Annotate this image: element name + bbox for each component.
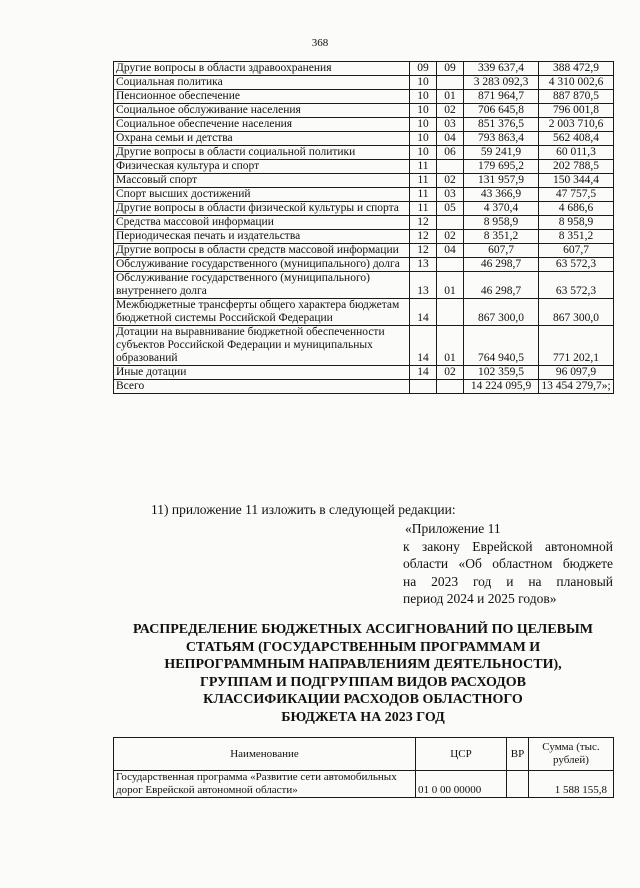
row-subsection: 01 xyxy=(437,90,464,104)
row-value-2023: 59 241,9 xyxy=(464,146,539,160)
row-section: 10 xyxy=(410,132,437,146)
table-row xyxy=(114,272,614,299)
row-name: Обслуживание государственного (муниципального) внутреннего долга xyxy=(114,272,410,299)
row-section: 12 xyxy=(410,216,437,230)
row-name: Пенсионное обеспечение xyxy=(114,90,410,104)
row-section: 13 xyxy=(410,272,437,299)
table-row xyxy=(114,146,614,160)
row-value-2024: 63 572,3 xyxy=(539,258,614,272)
row-value-2023: 8 351,2 xyxy=(464,230,539,244)
table-row xyxy=(114,326,614,366)
table-row xyxy=(114,244,614,258)
amendment-text: 11) приложение 11 изложить в следующей редакции: xyxy=(151,502,456,517)
row-subsection: 03 xyxy=(437,118,464,132)
expenditure-table xyxy=(113,61,614,394)
heading-line: БЮДЖЕТА НА 2023 ГОД xyxy=(281,709,445,725)
row-value-2023: 793 863,4 xyxy=(464,132,539,146)
heading-line: СТАТЬЯМ (ГОСУДАРСТВЕННЫМ ПРОГРАММАМ И xyxy=(185,639,541,655)
allocation-table xyxy=(113,737,614,798)
row-name: Межбюджетные трансферты общего характера бюджетам бюджетной системы Российской Федерации xyxy=(114,299,410,326)
table-row xyxy=(114,132,614,146)
row-value-2023: 131 957,9 xyxy=(464,174,539,188)
table-row xyxy=(114,174,614,188)
row-value-2023: 4 370,4 xyxy=(464,202,539,216)
row-name: Спорт высших достижений xyxy=(114,188,410,202)
table-row xyxy=(114,771,614,798)
row-section: 10 xyxy=(410,90,437,104)
row-value-2024: 867 300,0 xyxy=(539,299,614,326)
row-name: Обслуживание государственного (муниципального) долга xyxy=(114,258,410,272)
row-value-2023: 871 964,7 xyxy=(464,90,539,104)
row-subsection: 05 xyxy=(437,202,464,216)
row-value-2023: 3 283 092,3 xyxy=(464,76,539,90)
row-value-2024: 796 001,8 xyxy=(539,104,614,118)
row-name: Массовый спорт xyxy=(114,174,410,188)
row-value-2024: 202 788,5 xyxy=(539,160,614,174)
row-value-2024: 47 757,5 xyxy=(539,188,614,202)
row-name: Средства массовой информации xyxy=(114,216,410,230)
table-row xyxy=(114,90,614,104)
row-value-2023: 46 298,7 xyxy=(464,272,539,299)
row-name: Государственная программа «Развитие сети автомобильных дорог Еврейской автономной области» xyxy=(114,771,416,798)
row-section: 10 xyxy=(410,146,437,160)
row-subsection: 01 xyxy=(437,272,464,299)
row-subsection: 03 xyxy=(437,188,464,202)
table-row xyxy=(114,299,614,326)
row-value-2024: 2 003 710,6 xyxy=(539,118,614,132)
row-section: 14 xyxy=(410,326,437,366)
row-subsection: 02 xyxy=(437,230,464,244)
row-name: Другие вопросы в области социальной политики xyxy=(114,146,410,160)
row-section: 12 xyxy=(410,230,437,244)
row-section: 11 xyxy=(410,188,437,202)
row-name: Иные дотации xyxy=(114,366,410,380)
row-section: 10 xyxy=(410,118,437,132)
header-sum: Сумма (тыс. рублей) xyxy=(529,738,614,771)
row-name: Социальное обеспечение населения xyxy=(114,118,410,132)
row-name: Другие вопросы в области физической культуры и спорта xyxy=(114,202,410,216)
row-subsection: 04 xyxy=(437,244,464,258)
table-row xyxy=(114,258,614,272)
row-value-2023: 339 637,4 xyxy=(464,62,539,76)
row-name: Всего xyxy=(114,380,410,394)
row-section: 11 xyxy=(410,160,437,174)
row-value-2024: 60 011,3 xyxy=(539,146,614,160)
row-value-2024: 96 097,9 xyxy=(539,366,614,380)
header-name: Наименование xyxy=(114,738,416,771)
row-value-2023: 764 940,5 xyxy=(464,326,539,366)
annex-reference xyxy=(403,520,613,608)
row-subsection xyxy=(437,380,464,394)
row-value-2023: 179 695,2 xyxy=(464,160,539,174)
row-value-2023: 607,7 xyxy=(464,244,539,258)
row-subsection: 06 xyxy=(437,146,464,160)
table-row xyxy=(114,230,614,244)
row-value-2024: 150 344,4 xyxy=(539,174,614,188)
table-header-row xyxy=(114,738,614,771)
row-section: 11 xyxy=(410,174,437,188)
table-row xyxy=(114,76,614,90)
table-row xyxy=(114,366,614,380)
row-value-2024: 771 202,1 xyxy=(539,326,614,366)
row-section: 11 xyxy=(410,202,437,216)
heading-line: НЕПРОГРАММНЫМ НАПРАВЛЕНИЯМ ДЕЯТЕЛЬНОСТИ), xyxy=(164,657,562,672)
row-name: Социальное обслуживание населения xyxy=(114,104,410,118)
row-value-2023: 851 376,5 xyxy=(464,118,539,132)
row-value-2024: 388 472,9 xyxy=(539,62,614,76)
row-subsection: 02 xyxy=(437,366,464,380)
heading-line: ГРУППАМ И ПОДГРУППАМ ВИДОВ РАСХОДОВ xyxy=(199,674,527,690)
row-subsection: 02 xyxy=(437,174,464,188)
row-subsection xyxy=(437,299,464,326)
row-name: Физическая культура и спорт xyxy=(114,160,410,174)
header-vr: ВР xyxy=(507,738,529,771)
row-subsection xyxy=(437,160,464,174)
row-value-2023: 46 298,7 xyxy=(464,258,539,272)
table-row xyxy=(114,188,614,202)
row-subsection xyxy=(437,216,464,230)
row-section: 13 xyxy=(410,258,437,272)
row-subsection: 09 xyxy=(437,62,464,76)
annex-line: области «Об областном бюджете xyxy=(403,556,613,571)
row-name: Другие вопросы в области здравоохранения xyxy=(114,62,410,76)
row-value-2024: 63 572,3 xyxy=(539,272,614,299)
row-name: Социальная политика xyxy=(114,76,410,90)
row-value-2024: 562 408,4 xyxy=(539,132,614,146)
heading-line: КЛАССИФИКАЦИИ РАСХОДОВ ОБЛАСТНОГО xyxy=(203,692,523,707)
annex-line: к закону Еврейской автономной xyxy=(403,538,613,554)
row-value-2024: 8 351,2 xyxy=(539,230,614,244)
row-value-2023: 867 300,0 xyxy=(464,299,539,326)
row-subsection: 04 xyxy=(437,132,464,146)
row-section: 10 xyxy=(410,104,437,118)
heading-line: РАСПРЕДЕЛЕНИЕ БЮДЖЕТНЫХ АССИГНОВАНИЙ ПО ЦЕЛЕВЫМ xyxy=(133,622,593,637)
row-value-2024: 607,7 xyxy=(539,244,614,258)
row-section: 09 xyxy=(410,62,437,76)
table-row xyxy=(114,202,614,216)
row-section: 10 xyxy=(410,76,437,90)
table-row xyxy=(114,160,614,174)
annex-title: «Приложение 11 xyxy=(405,521,501,536)
row-section xyxy=(410,380,437,394)
header-csr: ЦСР xyxy=(416,738,507,771)
row-subsection xyxy=(437,258,464,272)
row-value-2024: 887 870,5 xyxy=(539,90,614,104)
table-row xyxy=(114,380,614,394)
row-name: Периодическая печать и издательства xyxy=(114,230,410,244)
annex-line: на 2023 год и на плановый xyxy=(403,573,613,589)
annex-line: период 2024 и 2025 годов» xyxy=(403,591,557,606)
row-value-2024: 13 454 279,7»; xyxy=(539,380,614,394)
row-vr xyxy=(507,771,529,798)
table-row xyxy=(114,118,614,132)
row-section: 14 xyxy=(410,366,437,380)
row-section: 14 xyxy=(410,299,437,326)
row-name: Другие вопросы в области средств массовой информации xyxy=(114,244,410,258)
row-sum: 1 588 155,8 xyxy=(529,771,614,798)
section-heading xyxy=(113,621,613,726)
row-value-2023: 706 645,8 xyxy=(464,104,539,118)
table-row xyxy=(114,62,614,76)
row-csr: 01 0 00 00000 xyxy=(416,771,507,798)
row-value-2024: 4 310 002,6 xyxy=(539,76,614,90)
row-name: Охрана семьи и детства xyxy=(114,132,410,146)
row-name: Дотации на выравнивание бюджетной обеспеченности субъектов Российской Федерации и муниципальных образований xyxy=(114,326,410,366)
row-subsection xyxy=(437,76,464,90)
row-subsection: 01 xyxy=(437,326,464,366)
row-value-2024: 8 958,9 xyxy=(539,216,614,230)
row-value-2023: 8 958,9 xyxy=(464,216,539,230)
table-row xyxy=(114,216,614,230)
row-section: 12 xyxy=(410,244,437,258)
table-row xyxy=(114,104,614,118)
page-number: 368 xyxy=(311,37,329,49)
row-value-2023: 102 359,5 xyxy=(464,366,539,380)
row-value-2023: 14 224 095,9 xyxy=(464,380,539,394)
row-value-2024: 4 686,6 xyxy=(539,202,614,216)
row-value-2023: 43 366,9 xyxy=(464,188,539,202)
row-subsection: 02 xyxy=(437,104,464,118)
